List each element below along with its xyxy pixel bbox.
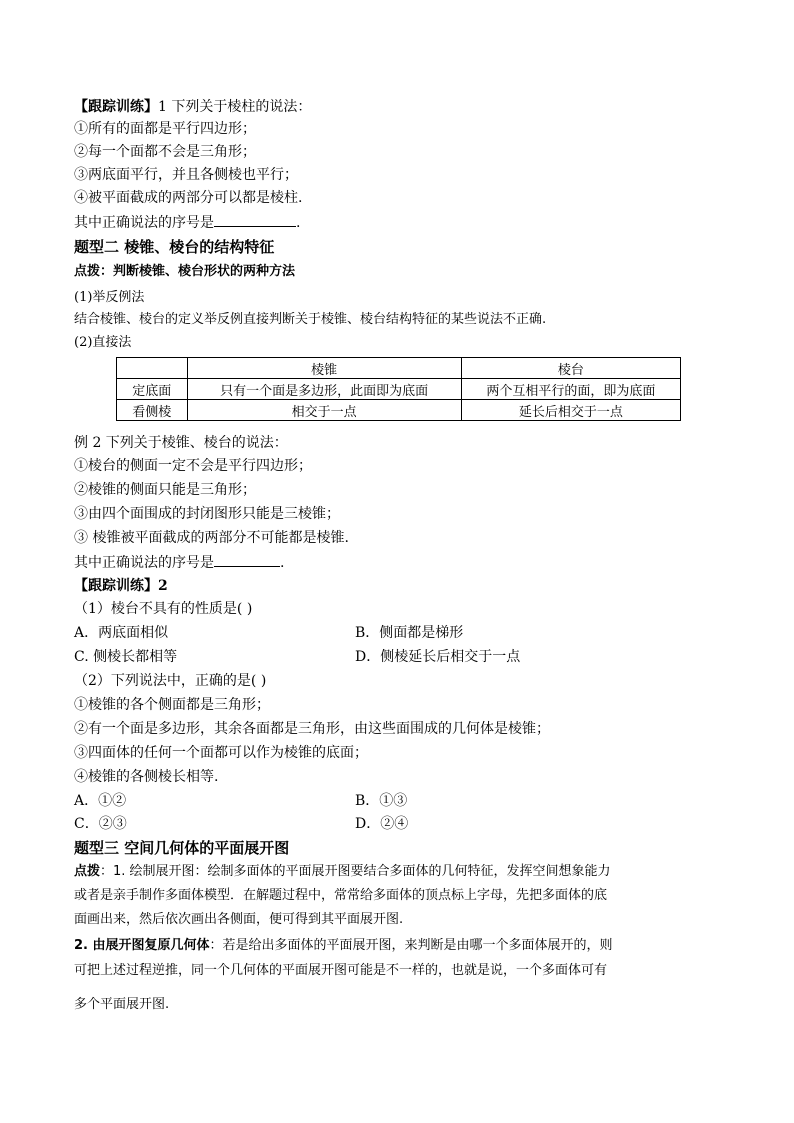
type2-heading: 题型二 棱锥、棱台的结构特征 — [74, 238, 275, 256]
trace1-item-4: ④被平面截成的两部分可以都是棱柱. — [74, 190, 303, 206]
structure-table — [116, 357, 681, 421]
q2-item-4: ④棱锥的各侧棱长相等. — [74, 769, 219, 785]
trace1-answer-suffix: . — [296, 215, 301, 231]
type3-tip-text-1: ：1. 绘制展开图：绘制多面体的平面展开图要结合多面体的几何特征，发挥空间想象能力 — [100, 864, 611, 879]
trace1-title-rest: 1 下列关于棱柱的说法： — [158, 99, 312, 115]
table-header-pyramid: 棱锥 — [187, 358, 461, 379]
trace2-label: 【跟踪训练】 — [74, 578, 158, 594]
type3-tip-line-3: 面画出来，然后依次画出各侧面，便可得到其平面展开图. — [74, 912, 404, 927]
q1-option-a[interactable]: A．两底面相似 — [74, 625, 169, 641]
trace1-item-1: ①所有的面都是平行四边形； — [74, 121, 256, 137]
trace2-title-rest: 2 — [158, 578, 168, 594]
q2-option-b[interactable]: B．①③ — [355, 793, 408, 809]
table-cell: 看侧棱 — [117, 400, 188, 421]
q2-item-3: ③四面体的任何一个面都可以作为棱锥的底面； — [74, 745, 368, 761]
example2-answer-blank[interactable] — [214, 552, 280, 567]
type3-tip-line-1 — [74, 862, 611, 882]
trace1-item-2: ②每一个面都不会是三角形； — [74, 144, 256, 160]
trace1-answer-blank[interactable] — [214, 212, 296, 227]
example2-item-1: ①棱台的侧面一定不会是平行四边形； — [74, 458, 312, 474]
table-cell: 定底面 — [117, 379, 188, 400]
q2-stem: （2）下列说法中，正确的是( ) — [74, 673, 267, 689]
method1-title: (1)举反例法 — [74, 290, 145, 305]
table-header-frustum: 棱台 — [461, 358, 680, 379]
type3-tip2-line-2: 可把上述过程逆推，同一个几何体的平面展开图可能是不一样的，也就是说，一个多面体可有 — [74, 963, 608, 978]
table-cell: 相交于一点 — [187, 400, 461, 421]
example2-item-3: ③由四个面围成的封闭图形只能是三棱锥； — [74, 506, 340, 522]
example2-answer-suffix: . — [280, 555, 285, 571]
table-cell: 两个互相平行的面，即为底面 — [461, 379, 680, 400]
q2-option-c[interactable]: C．②③ — [74, 816, 127, 832]
type3-tip-line-2: 或者是亲手制作多面体模型．在解题过程中，常常给多面体的顶点标上字母，先把多面体的底 — [74, 888, 608, 903]
q1-option-c[interactable]: C. 侧棱长都相等 — [74, 649, 178, 665]
method2-title: (2)直接法 — [74, 335, 132, 350]
table-cell: 只有一个面是多边形，此面即为底面 — [187, 379, 461, 400]
trace1-answer — [74, 212, 300, 233]
type3-tip-label: 点拨 — [74, 864, 101, 879]
trace1-title — [74, 97, 311, 117]
q2-option-d[interactable]: D．②④ — [355, 816, 409, 832]
table-row — [117, 379, 681, 400]
type3-tip2-text-1: ：若是给出多面体的平面展开图，来判断是由哪一个多面体展开的，则 — [209, 938, 613, 953]
type3-tip2-label: 2. 由展开图复原几何体 — [74, 938, 210, 953]
table-header-empty — [117, 358, 188, 379]
q1-stem: （1）棱台不具有的性质是( ) — [74, 601, 253, 617]
type3-tip2-line-1 — [74, 936, 613, 956]
trace2-title — [74, 576, 168, 596]
q2-item-1: ①棱锥的各个侧面都是三角形； — [74, 697, 270, 713]
example2-item-4: ③ 棱锥被平面截成的两部分不可能都是棱锥. — [74, 530, 349, 546]
example2-item-2: ②棱锥的侧面只能是三角形； — [74, 482, 256, 498]
type3-tip2-line-3: 多个平面展开图. — [74, 997, 170, 1012]
trace1-label: 【跟踪训练】 — [74, 99, 158, 115]
table-cell: 延长后相交于一点 — [461, 400, 680, 421]
method1-text: 结合棱锥、棱台的定义举反例直接判断关于棱锥、棱台结构特征的某些说法不正确. — [74, 312, 547, 327]
trace1-item-3: ③两底面平行，并且各侧棱也平行； — [74, 167, 298, 183]
q1-option-d[interactable]: D．侧棱延长后相交于一点 — [355, 649, 521, 665]
table-header-row — [117, 358, 681, 379]
example2-title: 例 2 下列关于棱锥、棱台的说法： — [74, 435, 288, 451]
q2-item-2: ②有一个面是多边形，其余各面都是三角形，由这些面围成的几何体是棱锥； — [74, 721, 550, 737]
type2-tip: 点拨：判断棱锥、棱台形状的两种方法 — [74, 264, 296, 279]
q1-option-b[interactable]: B．侧面都是梯形 — [355, 625, 464, 641]
table-row — [117, 400, 681, 421]
example2-answer-prefix: 其中正确说法的序号是 — [74, 555, 214, 571]
type3-heading: 题型三 空间几何体的平面展开图 — [74, 839, 290, 857]
trace1-answer-prefix: 其中正确说法的序号是 — [74, 215, 214, 231]
q2-option-a[interactable]: A．①② — [74, 793, 127, 809]
example2-answer — [74, 552, 284, 573]
